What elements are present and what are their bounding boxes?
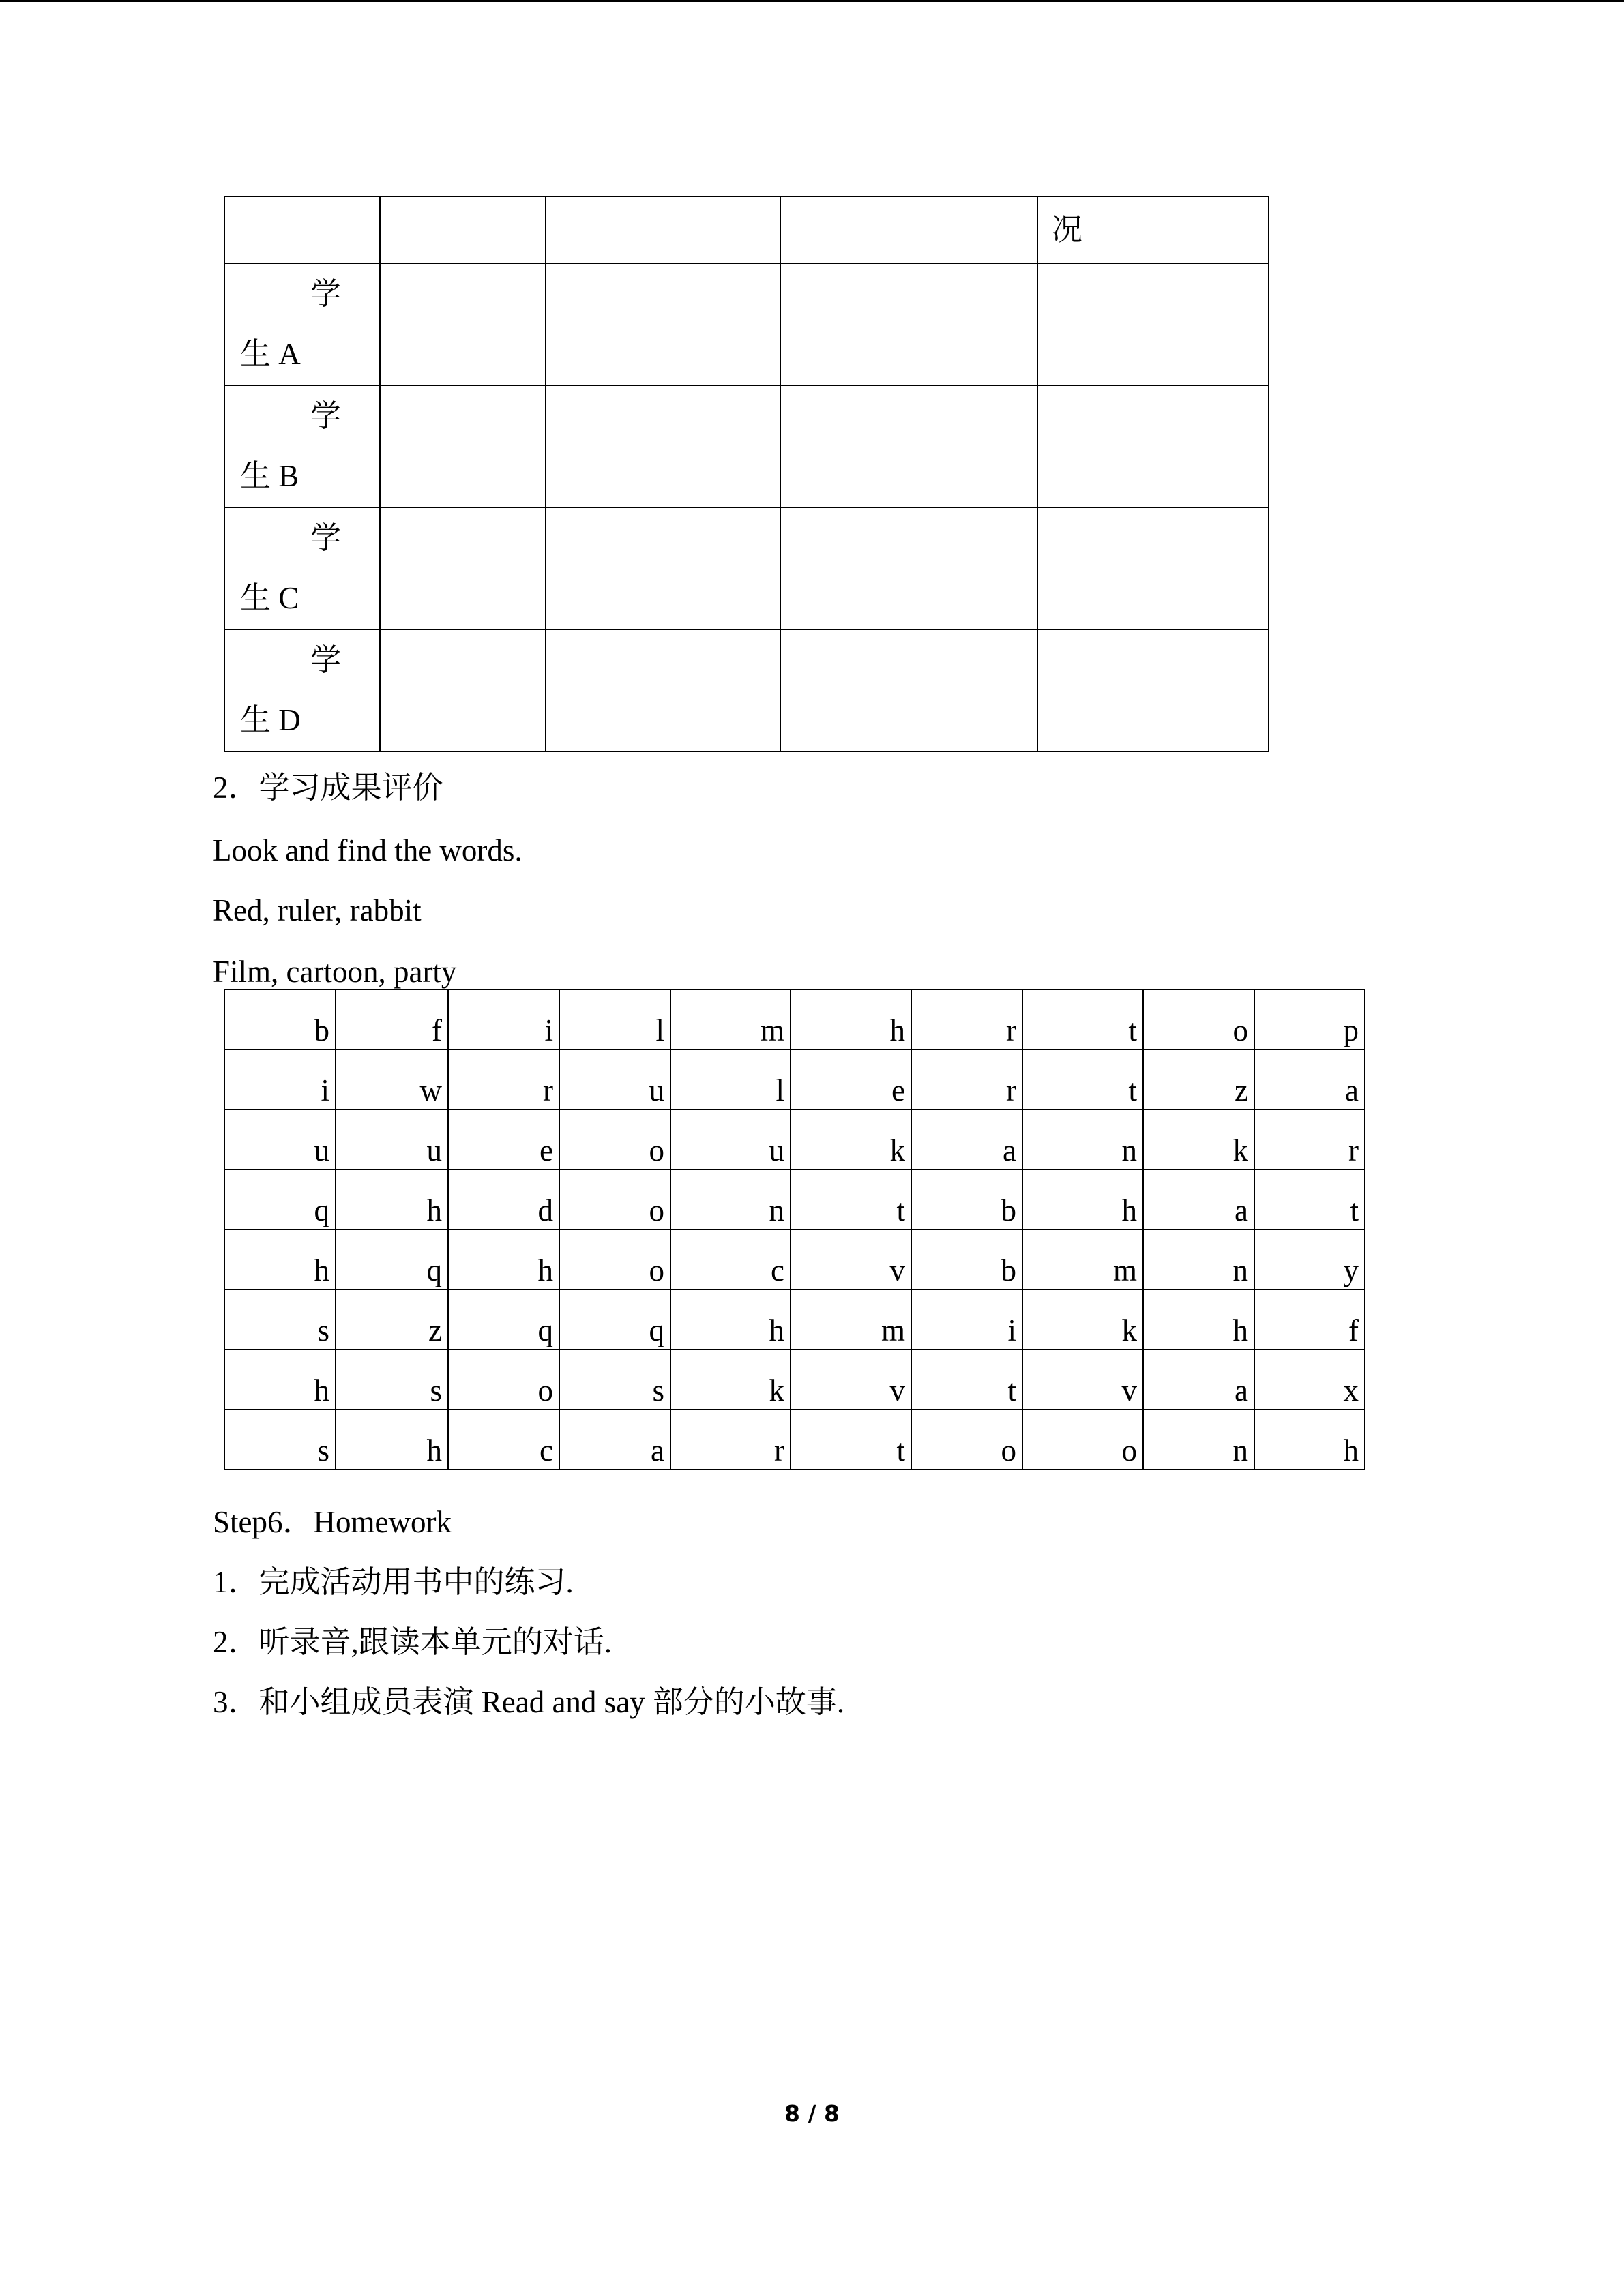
grid-letter-cell: o [559,1229,670,1289]
grid-letter-cell: a [911,1109,1022,1169]
grid-row [224,1049,1365,1109]
homework-item: 2．听录音,跟读本单元的对话. [213,1625,612,1659]
grid-letter-cell: k [1143,1109,1254,1169]
grid-letter-cell: r [911,989,1022,1049]
grid-letter-cell: p [1254,989,1365,1049]
grid-letter-cell: k [670,1350,791,1410]
table-cell [780,507,1037,629]
grid-letter-cell: i [911,1289,1022,1350]
grid-letter-cell: a [1143,1169,1254,1229]
grid-letter-cell: h [1254,1410,1365,1470]
grid-letter-cell: s [559,1350,670,1410]
grid-letter-cell: t [1254,1169,1365,1229]
grid-letter-cell: e [791,1049,911,1109]
grid-letter-cell: r [670,1410,791,1470]
page-number: 8 / 8 [784,2100,840,2127]
grid-row [224,1350,1365,1410]
grid-letter-cell: q [448,1289,559,1350]
evaluation-header-row [224,196,1269,263]
grid-letter-cell: h [670,1289,791,1350]
grid-row [224,989,1365,1049]
grid-row [224,1169,1365,1229]
grid-letter-cell: h [224,1229,336,1289]
grid-letter-cell: i [224,1049,336,1109]
grid-letter-cell: o [911,1410,1022,1470]
grid-letter-cell: o [1143,989,1254,1049]
grid-letter-cell: w [336,1049,448,1109]
grid-row [224,1109,1365,1169]
student-label-cell: 学 生 C [224,507,380,629]
grid-letter-cell: t [791,1169,911,1229]
grid-letter-cell: i [448,989,559,1049]
student-label-cell: 学 生 A [224,263,380,385]
grid-letter-cell: r [448,1049,559,1109]
grid-letter-cell: b [911,1229,1022,1289]
grid-letter-cell: s [336,1350,448,1410]
grid-letter-cell: b [224,989,336,1049]
grid-letter-cell: m [1022,1229,1143,1289]
table-cell [1037,263,1269,385]
homework-item: 1．完成活动用书中的练习. [213,1565,574,1599]
grid-letter-cell: v [1022,1350,1143,1410]
grid-letter-cell: o [559,1109,670,1169]
grid-letter-cell: n [1143,1410,1254,1470]
grid-letter-cell: f [1254,1289,1365,1350]
grid-letter-cell: u [559,1049,670,1109]
student-label-cell: 学 生 D [224,629,380,751]
grid-letter-cell: v [791,1350,911,1410]
grid-row [224,1229,1365,1289]
grid-letter-cell: c [448,1410,559,1470]
word-search-grid [224,989,1365,1470]
grid-letter-cell: h [224,1350,336,1410]
grid-letter-cell: m [670,989,791,1049]
header-cell [780,196,1037,263]
grid-letter-cell: t [791,1410,911,1470]
grid-letter-cell: r [1254,1109,1365,1169]
grid-letter-cell: n [1022,1109,1143,1169]
grid-letter-cell: e [448,1109,559,1169]
table-cell [780,629,1037,751]
student-row [224,507,1269,629]
grid-letter-cell: s [224,1410,336,1470]
student-label-cell: 学 生 B [224,385,380,507]
homework-item: 3．和小组成员表演 Read and say 部分的小故事. [213,1685,845,1719]
grid-row [224,1289,1365,1350]
table-cell [780,385,1037,507]
grid-letter-cell: d [448,1169,559,1229]
table-cell [546,263,780,385]
table-cell [380,507,546,629]
grid-letter-cell: o [1022,1410,1143,1470]
grid-letter-cell: z [1143,1049,1254,1109]
grid-letter-cell: h [1022,1169,1143,1229]
header-cell-status: 况 [1037,196,1269,263]
grid-letter-cell: y [1254,1229,1365,1289]
header-cell [224,196,380,263]
evaluation-table [224,196,1269,752]
table-cell [1037,629,1269,751]
grid-letter-cell: a [1254,1049,1365,1109]
grid-letter-cell: s [224,1289,336,1350]
grid-letter-cell: o [559,1169,670,1229]
grid-letter-cell: a [559,1410,670,1470]
top-border-line [0,0,1624,2]
table-cell [780,263,1037,385]
grid-letter-cell: h [336,1410,448,1470]
grid-letter-cell: k [1022,1289,1143,1350]
grid-letter-cell: h [448,1229,559,1289]
grid-letter-cell: l [670,1049,791,1109]
grid-row [224,1410,1365,1470]
grid-letter-cell: q [336,1229,448,1289]
grid-letter-cell: t [1022,1049,1143,1109]
grid-letter-cell: c [670,1229,791,1289]
grid-letter-cell: q [559,1289,670,1350]
grid-letter-cell: v [791,1229,911,1289]
grid-letter-cell: k [791,1109,911,1169]
student-row [224,629,1269,751]
grid-letter-cell: u [224,1109,336,1169]
grid-letter-cell: u [336,1109,448,1169]
table-cell [380,263,546,385]
grid-letter-cell: q [224,1169,336,1229]
grid-letter-cell: t [1022,989,1143,1049]
grid-letter-cell: f [336,989,448,1049]
section-heading-learning-evaluation: 2．学习成果评价 [213,771,443,805]
table-cell [380,629,546,751]
grid-letter-cell: h [1143,1289,1254,1350]
word-list-1: Red, ruler, rabbit [213,893,422,927]
word-list-2: Film, cartoon, party [213,955,457,989]
table-cell [1037,507,1269,629]
table-cell [546,629,780,751]
homework-heading: Step6．Homework [213,1505,452,1539]
header-cell [380,196,546,263]
table-cell [380,385,546,507]
table-cell [1037,385,1269,507]
student-row [224,263,1269,385]
grid-letter-cell: a [1143,1350,1254,1410]
grid-letter-cell: o [448,1350,559,1410]
grid-letter-cell: z [336,1289,448,1350]
grid-letter-cell: l [559,989,670,1049]
grid-letter-cell: t [911,1350,1022,1410]
table-cell [546,507,780,629]
table-cell [546,385,780,507]
grid-letter-cell: n [1143,1229,1254,1289]
grid-letter-cell: m [791,1289,911,1350]
grid-letter-cell: h [336,1169,448,1229]
grid-letter-cell: u [670,1109,791,1169]
grid-letter-cell: n [670,1169,791,1229]
grid-letter-cell: h [791,989,911,1049]
header-cell [546,196,780,263]
grid-letter-cell: x [1254,1350,1365,1410]
instruction-text: Look and find the words. [213,833,522,867]
grid-letter-cell: b [911,1169,1022,1229]
student-row [224,385,1269,507]
grid-letter-cell: r [911,1049,1022,1109]
